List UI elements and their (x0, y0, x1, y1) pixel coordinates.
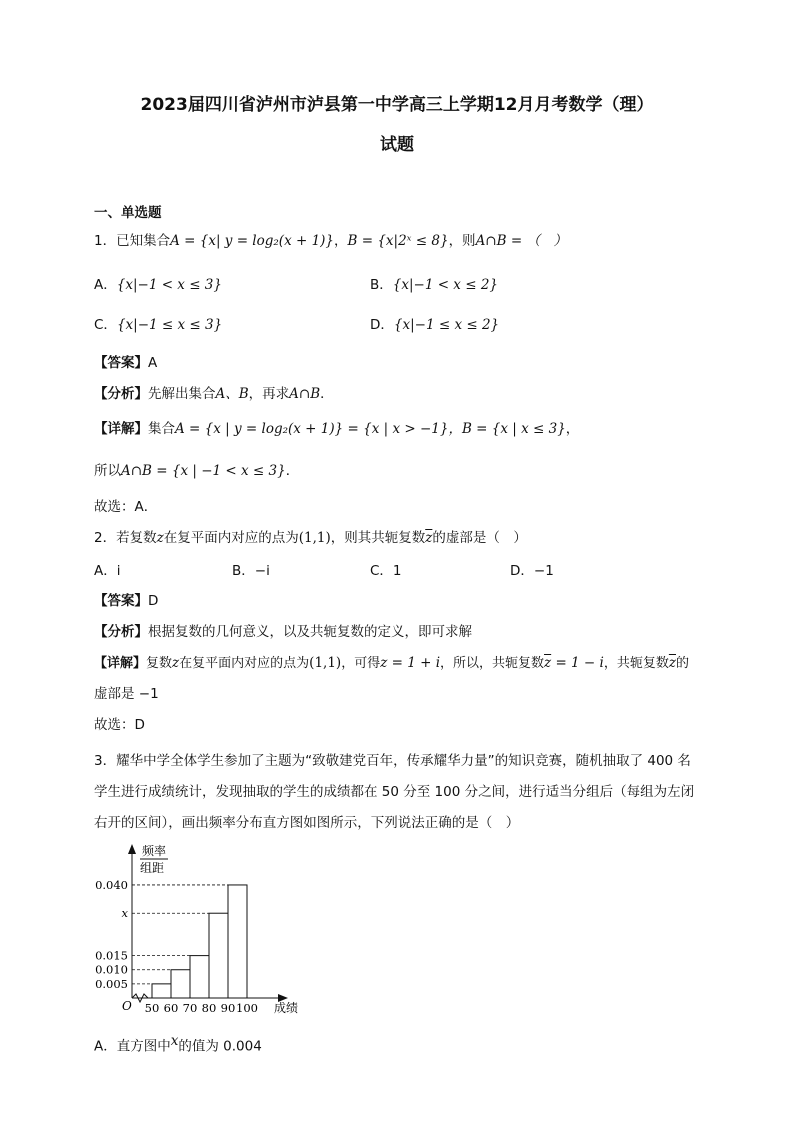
x-tick-label: 70 (182, 1001, 198, 1015)
q3-option-a: A．直方图中$^x$的值为 0.004 (94, 1033, 262, 1055)
q1-option-c: C．{x|−1 ≤ x ≤ 3} (94, 317, 223, 333)
q2-detail-line2: 虚部是 −1 (94, 686, 159, 702)
x-tick-label: 50 (144, 1001, 160, 1015)
q2-analysis: 【分析】根据复数的几何意义，以及共轭复数的定义，即可求解 (94, 624, 472, 640)
q3-stem: 3．耀华中学全体学生参加了主题为“致敬建党百年，传承耀华力量”的知识竞赛，随机抽取了 400 名学生进行成绩统计，发现抽取的学生的成绩都在 50 分至 100 分之间，进行适当分组后（每组为左闭右开的区间），画出频率分布直方图如图所示，下列说法正确的是（ ） (94, 753, 695, 831)
histogram-bar (190, 956, 209, 998)
q2-answer: 【答案】D (94, 593, 159, 609)
y-tick-label: 0.005 (95, 976, 128, 991)
q1-set-b: B = {x|2ˣ ≤ 8} (347, 233, 449, 249)
q1-answer: 【答案】A (94, 355, 158, 371)
q2-option-d: D．−1 (510, 563, 554, 579)
y-tick-label: 0.040 (95, 877, 128, 892)
q2-option-c: C．1 (370, 563, 402, 579)
q2-stem: 2．若复数z在复平面内对应的点为(1,1)，则其共轭复数$\overline{z}$的虚部是（ ） (94, 530, 527, 546)
q1-option-d: D．{x|−1 ≤ x ≤ 2} (370, 317, 500, 333)
q1-set-a: A = {x| y = log₂(x + 1)} (170, 233, 335, 249)
q1-option-a: A．{x|−1 < x ≤ 3} (94, 277, 222, 293)
histogram-bar (209, 913, 228, 998)
histogram-bar (228, 885, 247, 998)
y-tick-label: 0.015 (95, 948, 128, 963)
q1-conclusion: 所以A∩B = {x | −1 < x ≤ 3}． (94, 463, 300, 479)
q1-option-b: B．{x|−1 < x ≤ 2} (370, 277, 498, 293)
ylabel-top: 频率 (142, 844, 167, 858)
page-title: 2023届四川省泸州市泸县第一中学高三上学期12月月考数学（理） (140, 95, 654, 115)
y-axis-arrow (128, 844, 136, 854)
xlabel: 成绩 (274, 1001, 299, 1015)
frequency-histogram (92, 840, 312, 1015)
q1-choose: 故选：A． (94, 499, 158, 515)
x-tick-label: 60 (163, 1001, 179, 1015)
histogram-bar (171, 970, 190, 998)
q2-option-a: A．i (94, 563, 121, 579)
q1-operation: A∩B = （ ） (475, 233, 567, 249)
q1-analysis: 【分析】先解出集合A、B，再求A∩B． (94, 386, 334, 402)
q1-stem: 1．已知集合A = {x| y = log₂(x + 1)}，B = {x|2ˣ ≤ 8}，则A∩B = （ ） (94, 233, 567, 249)
q1-stem-prefix: 1．已知集合 (94, 233, 171, 249)
y-tick-label: 0.010 (95, 962, 128, 977)
q2-detail: 【详解】复数z在复平面内对应的点为(1,1)，可得z = 1 + i，所以，共轭复数$\overline{z} = 1 - i$，共轭复数$\overline{z}$的 (94, 655, 690, 671)
x-tick-label: 80 (201, 1001, 217, 1015)
origin-label: O (122, 999, 132, 1013)
q2-choose: 故选：D (94, 717, 145, 733)
q1-detail: 【详解】集合A = {x | y = log₂(x + 1)} = {x | x > −1}，B = {x | x ≤ 3}， (94, 421, 580, 437)
q2-option-b: B．−i (232, 563, 270, 579)
x-tick-label: 100 (236, 1001, 258, 1015)
x-tick-label: 90 (220, 1001, 236, 1015)
histogram-bar (152, 984, 171, 998)
y-tick-label: x (121, 906, 128, 921)
ylabel-bottom: 组距 (140, 861, 165, 875)
page-title-line2: 试题 (380, 135, 414, 155)
q1-stem-mid: ，则 (448, 233, 476, 249)
section-heading: 一、单选题 (94, 205, 162, 221)
